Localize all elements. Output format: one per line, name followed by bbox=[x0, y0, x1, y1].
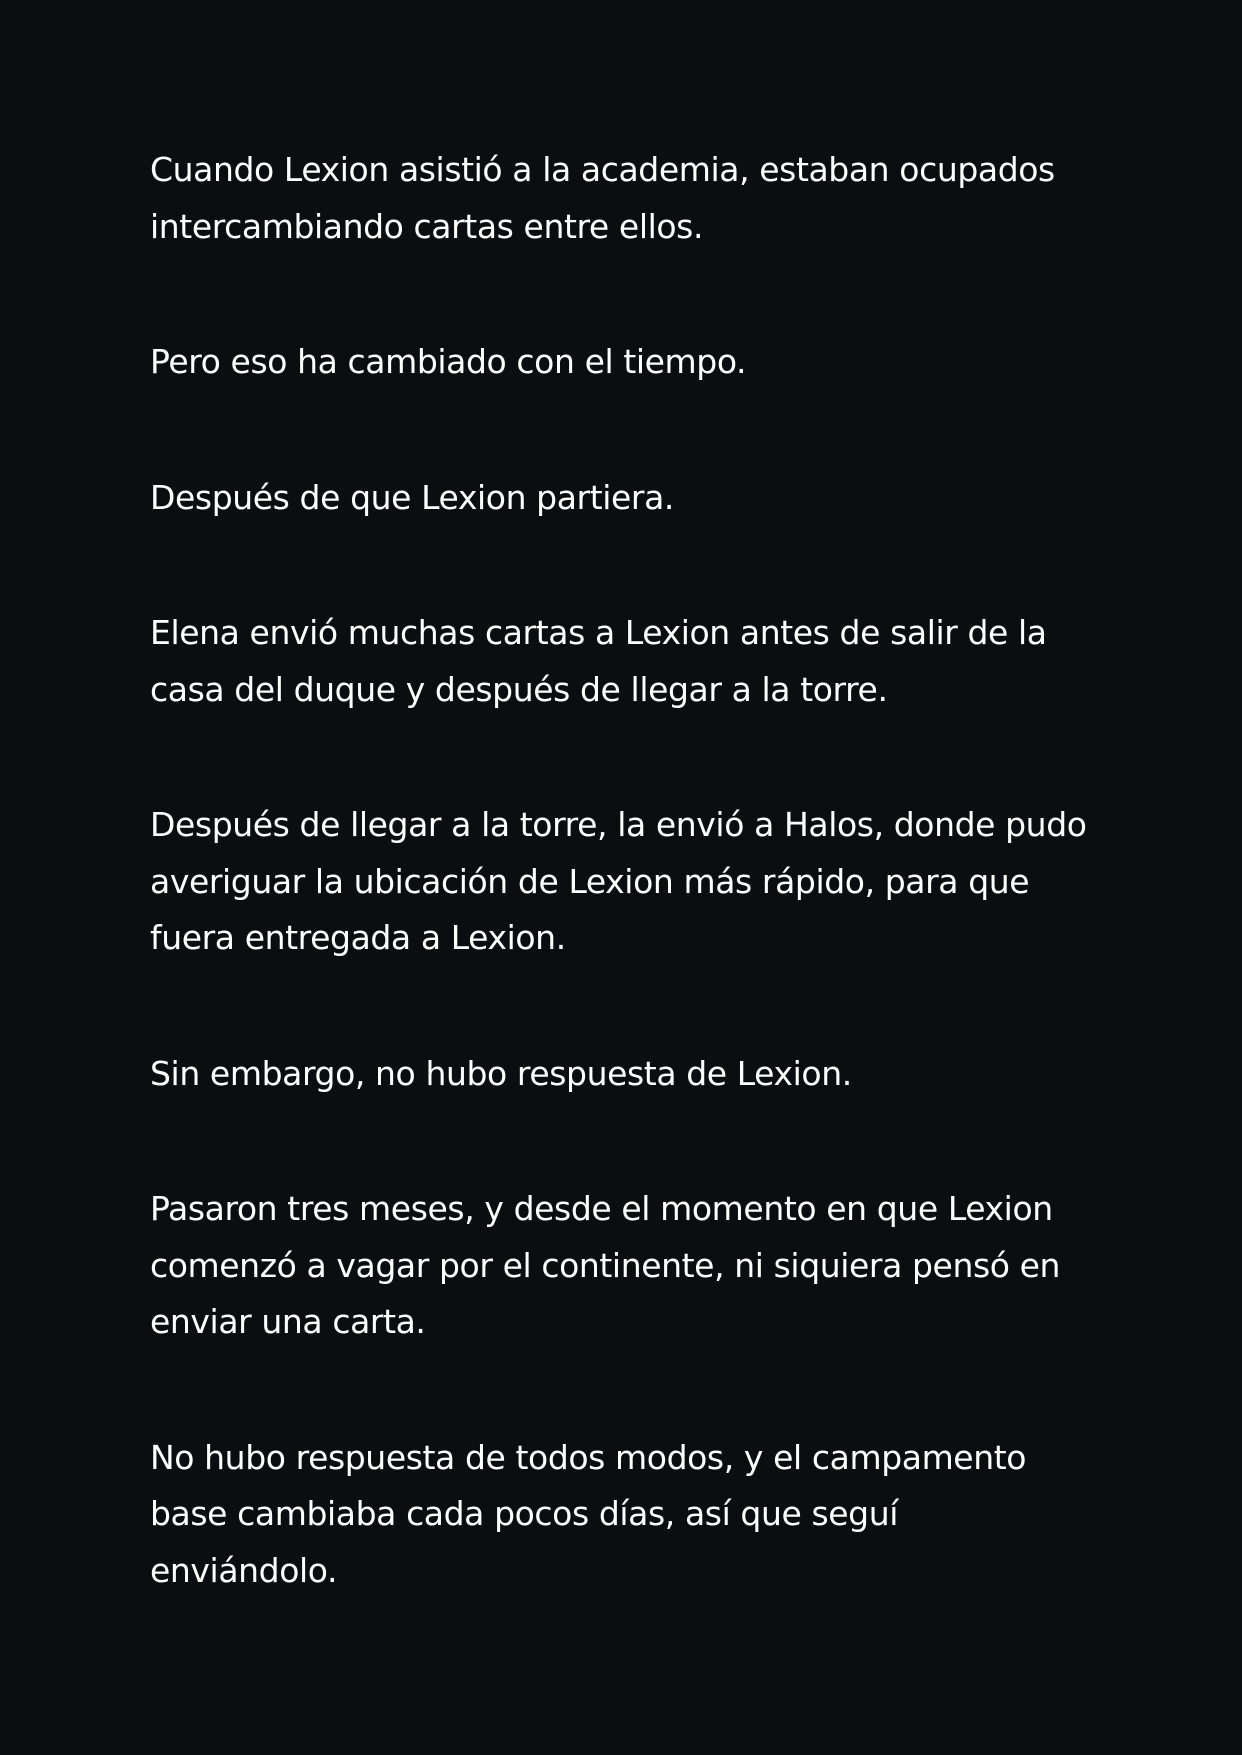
paragraph: Después de llegar a la torre, la envió a Halos, donde pudo averiguar la ubicación de Lexion más rápido, para que fuera entregada a Lexion. bbox=[150, 805, 1087, 957]
story-text bbox=[150, 142, 1090, 1599]
paragraph: Cuando Lexion asistió a la academia, estaban ocupados intercambiando cartas entre ellos. bbox=[150, 150, 1055, 246]
paragraph: Pasaron tres meses, y desde el momento en que Lexion comenzó a vagar por el continente, ni siquiera pensó en enviar una carta. bbox=[150, 1189, 1061, 1341]
paragraph: No hubo respuesta de todos modos, y el campamento base cambiaba cada pocos días, así que seguí enviándolo. bbox=[150, 1437, 1027, 1590]
paragraph: Elena envió muchas cartas a Lexion antes de salir de la casa del duque y después de llegar a la torre. bbox=[150, 613, 1047, 709]
paragraph: Pero eso ha cambiado con el tiempo. bbox=[150, 342, 747, 381]
paragraph: Después de que Lexion partiera. bbox=[150, 477, 674, 517]
paragraph: Sin embargo, no hubo respuesta de Lexion. bbox=[150, 1053, 852, 1093]
